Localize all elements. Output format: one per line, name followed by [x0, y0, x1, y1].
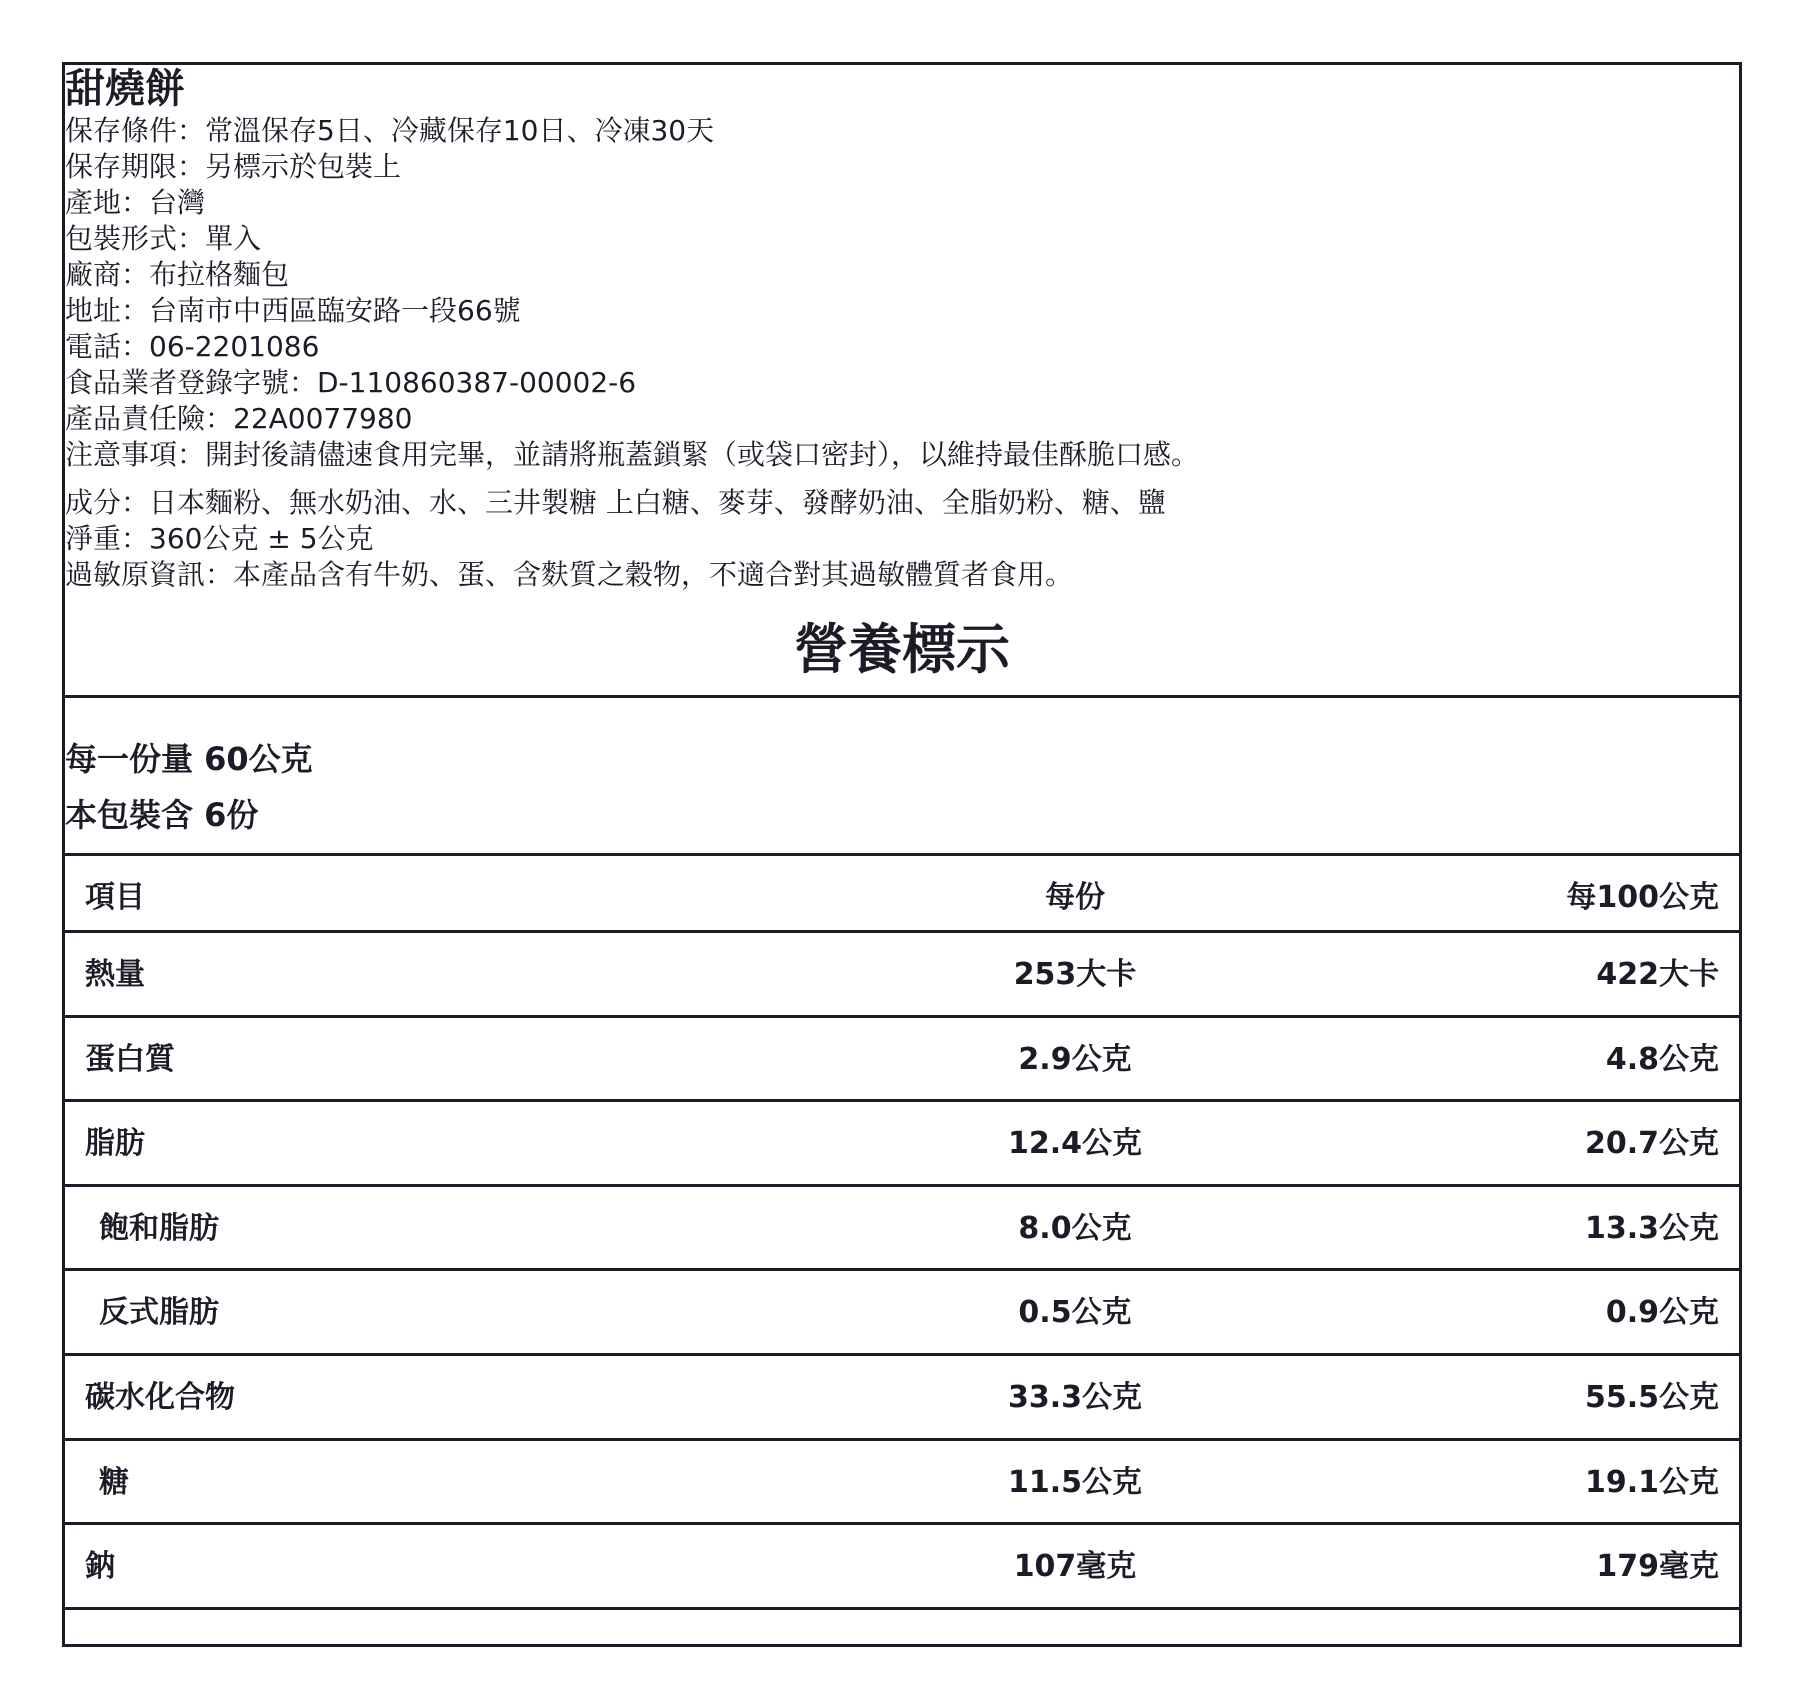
per-100g-value: 20.7公克 — [1584, 1126, 1719, 1161]
table-row — [65, 1356, 1739, 1440]
notes: 注意事項：開封後請儘速食用完畢，並請將瓶蓋鎖緊（或袋口密封），以維持最佳酥脆口感。 — [65, 438, 1200, 471]
servings-per-package: 本包裝含 6份 — [65, 796, 259, 834]
nutrient-name: 蛋白質 — [85, 1042, 175, 1077]
storage-conditions: 保存條件：常溫保存5日、冷藏保存10日、冷凍30天 — [65, 114, 715, 147]
header-per-serving: 每份 — [1045, 880, 1105, 915]
nutrition-label — [62, 62, 1742, 1647]
per-100g-value: 13.3公克 — [1584, 1211, 1719, 1246]
per-100g-value: 0.9公克 — [1605, 1295, 1719, 1330]
per-serving-value: 107毫克 — [1013, 1549, 1137, 1584]
nutrient-name: 糖 — [99, 1465, 129, 1500]
per-serving-value: 11.5公克 — [1007, 1465, 1143, 1500]
liability-insurance: 產品責任險：22A0077980 — [65, 402, 413, 435]
per-100g-value: 55.5公克 — [1584, 1380, 1719, 1415]
table-row — [65, 1441, 1739, 1525]
registration-number: 食品業者登錄字號：D-110860387-00002-6 — [65, 366, 637, 399]
per-100g-value: 179毫克 — [1596, 1549, 1719, 1584]
product-title: 甜燒餅 — [65, 66, 185, 112]
nutrition-title: 營養標示 — [794, 618, 1010, 681]
nutrient-name: 鈉 — [85, 1549, 115, 1584]
table-row — [65, 1018, 1739, 1102]
per-serving-value: 8.0公克 — [1018, 1211, 1132, 1246]
package-type: 包裝形式：單入 — [65, 222, 262, 255]
shelf-life: 保存期限：另標示於包裝上 — [65, 150, 402, 183]
table-row — [65, 933, 1739, 1017]
divider — [65, 1607, 1739, 1610]
per-serving-value: 253大卡 — [1013, 957, 1137, 992]
per-serving-value: 2.9公克 — [1018, 1042, 1132, 1077]
divider — [65, 695, 1739, 698]
nutrient-name: 飽和脂肪 — [99, 1211, 219, 1246]
table-header — [65, 856, 1739, 940]
per-100g-value: 4.8公克 — [1605, 1042, 1719, 1077]
header-per-100g: 每100公克 — [1566, 880, 1719, 915]
per-serving-value: 0.5公克 — [1018, 1295, 1132, 1330]
per-serving-value: 12.4公克 — [1007, 1126, 1143, 1161]
serving-size: 每一份量 60公克 — [65, 740, 313, 778]
table-row — [65, 1525, 1739, 1609]
manufacturer: 廠商：布拉格麵包 — [65, 258, 290, 291]
per-100g-value: 422大卡 — [1596, 957, 1719, 992]
header-item: 項目 — [85, 880, 145, 915]
net-weight: 淨重：360公克 ± 5公克 — [65, 522, 374, 555]
nutrient-name: 熱量 — [85, 957, 145, 992]
origin: 產地：台灣 — [65, 186, 206, 219]
per-serving-value: 33.3公克 — [1007, 1380, 1143, 1415]
nutrient-name: 碳水化合物 — [85, 1380, 235, 1415]
phone: 電話：06-2201086 — [65, 330, 320, 363]
per-100g-value: 19.1公克 — [1584, 1465, 1719, 1500]
nutrient-name: 反式脂肪 — [99, 1295, 219, 1330]
table-row — [65, 1271, 1739, 1355]
table-row — [65, 1102, 1739, 1186]
nutrient-name: 脂肪 — [85, 1126, 145, 1161]
table-row — [65, 1187, 1739, 1271]
allergen-info: 過敏原資訊：本產品含有牛奶、蛋、含麩質之穀物，不適合對其過敏體質者食用。 — [65, 558, 1074, 591]
ingredients: 成分：日本麵粉、無水奶油、水、三井製糖 上白糖、麥芽、發酵奶油、全脂奶粉、糖、鹽 — [65, 486, 1166, 519]
address: 地址：台南市中西區臨安路一段66號 — [65, 294, 521, 327]
